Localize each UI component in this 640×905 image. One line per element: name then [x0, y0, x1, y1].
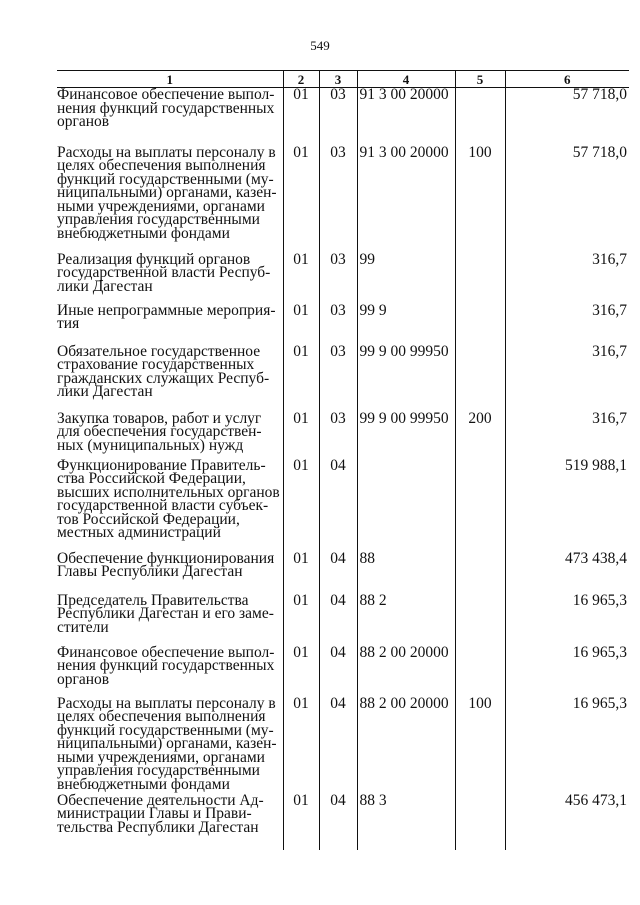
expense-type-code	[455, 646, 505, 697]
table-body	[57, 88, 629, 850]
item-name-line: Реализация функций органов	[57, 250, 251, 268]
section-code: 01	[283, 646, 319, 697]
subsection-code: 03	[319, 345, 357, 412]
amount: 16 965,3	[505, 646, 629, 697]
section-code: 01	[283, 253, 319, 304]
item-name-line: нения функций государственных	[57, 657, 275, 675]
amount: 57 718,0	[505, 146, 629, 253]
table-row	[57, 345, 629, 412]
item-name	[57, 143, 283, 253]
expense-type-code	[455, 253, 505, 304]
section-code: 01	[283, 304, 319, 345]
table-header	[57, 71, 629, 88]
section-code: 01	[283, 594, 319, 646]
amount: 16 965,3	[505, 594, 629, 646]
item-name	[57, 694, 283, 794]
item-name-line: Обязательное государственное	[57, 342, 261, 360]
subsection-code: 03	[319, 146, 357, 253]
subsection-code: 04	[319, 552, 357, 594]
section-code: 01	[283, 697, 319, 794]
target-article-code: 88 2 00 20000	[357, 646, 455, 697]
amount: 316,7	[505, 253, 629, 304]
item-name-line: Председатель Правительства	[57, 591, 249, 609]
item-name-line: целях обеспечения выполнения	[57, 708, 266, 726]
expense-type-code: 200	[455, 412, 505, 459]
target-article-code: 88 2 00 20000	[357, 697, 455, 794]
table-row	[57, 253, 629, 304]
item-name-line: внебюджетными фондами	[57, 776, 230, 794]
item-name-line: функций государственными (му-	[57, 170, 274, 188]
subsection-code: 04	[319, 459, 357, 552]
item-name-line: ниципальными) органами, казен-	[57, 184, 277, 202]
amount: 16 965,3	[505, 697, 629, 794]
item-name-line: лики Дагестан	[57, 277, 153, 295]
item-name-line: государственной власти субъек-	[57, 497, 269, 515]
section-code: 01	[283, 345, 319, 412]
header-col-5: 5	[455, 71, 505, 88]
item-name-line: тельства Республики Дагестан	[57, 818, 259, 836]
section-code: 01	[283, 459, 319, 552]
item-name-line: государственной власти Респуб-	[57, 264, 271, 282]
item-name-line: Республики Дагестан и его заме-	[57, 605, 274, 623]
item-name-line: целях обеспечения выполнения	[57, 157, 266, 175]
table-row	[57, 146, 629, 253]
item-name-line: высших исполнительных органов	[57, 483, 280, 501]
item-name-line: Финансовое обеспечение выпол-	[57, 643, 275, 661]
item-name-line: стители	[57, 618, 109, 636]
expense-type-code	[455, 794, 505, 850]
amount: 57 718,0	[505, 88, 629, 146]
target-article-code: 88 3	[357, 794, 455, 850]
subsection-code: 04	[319, 646, 357, 697]
item-name-line: управления государственными	[57, 762, 260, 780]
target-article-code: 88	[357, 552, 455, 594]
table-row	[57, 794, 629, 850]
item-name-line: для обеспечения государствен-	[57, 423, 262, 441]
item-name-line: Закупка товаров, работ и услуг	[57, 409, 262, 427]
item-name	[57, 250, 283, 304]
item-name-line: внебюджетными фондами	[57, 225, 230, 243]
table-row	[57, 552, 629, 594]
amount: 473 438,4	[505, 552, 629, 594]
target-article-code	[357, 459, 455, 552]
item-name-line: ства Российской Федерации,	[57, 470, 246, 488]
section-code: 01	[283, 412, 319, 459]
table-row	[57, 697, 629, 794]
item-name-line: Обеспечение функционирования	[57, 549, 275, 567]
subsection-code: 04	[319, 794, 357, 850]
item-name	[57, 456, 283, 552]
table-header-row	[57, 71, 629, 88]
table-row	[57, 412, 629, 459]
table-row	[57, 88, 629, 146]
subsection-code: 03	[319, 304, 357, 345]
header-col-4: 4	[357, 71, 455, 88]
header-col-6: 6	[505, 71, 629, 88]
page-number: 549	[310, 38, 330, 53]
item-name	[57, 791, 283, 850]
item-name-line: управления государственными	[57, 211, 260, 229]
table-row	[57, 594, 629, 646]
item-name	[57, 643, 283, 697]
amount: 316,7	[505, 304, 629, 345]
target-article-code: 99 9 00 99950	[357, 412, 455, 459]
amount: 316,7	[505, 412, 629, 459]
header-col-3: 3	[319, 71, 357, 88]
item-name-line: ных (муниципальных) нужд	[57, 436, 244, 454]
expense-type-code	[455, 459, 505, 552]
item-name-line: функций государственными (му-	[57, 721, 274, 739]
subsection-code: 03	[319, 412, 357, 459]
expense-type-code	[455, 552, 505, 594]
table-row	[57, 304, 629, 345]
item-name-line: органов	[57, 113, 110, 131]
item-name-line: местных администраций	[57, 524, 221, 542]
item-name-line: министрации Главы и Прави-	[57, 805, 252, 823]
item-name-line: Обеспечение деятельности Ад-	[57, 791, 264, 809]
item-name-line: Иные непрограммные мероприя-	[57, 301, 276, 319]
item-name-line: страхование государственных	[57, 356, 255, 374]
item-name	[57, 301, 283, 345]
item-name	[57, 409, 283, 459]
target-article-code: 91 3 00 20000	[357, 88, 455, 146]
item-name-line: Расходы на выплаты персоналу в	[57, 143, 276, 161]
amount: 519 988,1	[505, 459, 629, 552]
section-code: 01	[283, 552, 319, 594]
header-col-2: 2	[283, 71, 319, 88]
item-name-line: лики Дагестан	[57, 383, 153, 401]
item-name-line: ными учреждениями, органами	[57, 197, 265, 215]
section-code: 01	[283, 146, 319, 253]
section-code: 01	[283, 794, 319, 850]
expense-type-code: 100	[455, 146, 505, 253]
target-article-code: 99 9 00 99950	[357, 345, 455, 412]
target-article-code: 88 2	[357, 594, 455, 646]
budget-table	[57, 70, 629, 850]
item-name	[57, 591, 283, 646]
expense-type-code	[455, 594, 505, 646]
expense-type-code	[455, 88, 505, 146]
expense-type-code: 100	[455, 697, 505, 794]
target-article-code: 99	[357, 253, 455, 304]
item-name-line: Расходы на выплаты персоналу в	[57, 694, 276, 712]
section-code: 01	[283, 88, 319, 146]
table-row	[57, 646, 629, 697]
item-name	[57, 549, 283, 594]
header-col-1: 1	[57, 71, 283, 88]
item-name-line: Главы Республики Дагестан	[57, 563, 243, 581]
item-name-line: ными учреждениями, органами	[57, 748, 265, 766]
item-name	[57, 342, 283, 412]
table-row	[57, 459, 629, 552]
subsection-code: 04	[319, 697, 357, 794]
expense-type-code	[455, 304, 505, 345]
item-name-line: Функционирование Правитель-	[57, 456, 266, 474]
item-name-line: тов Российской Федерации,	[57, 510, 240, 528]
subsection-code: 04	[319, 594, 357, 646]
subsection-code: 03	[319, 253, 357, 304]
item-name-line: органов	[57, 670, 110, 688]
item-name-line: нения функций государственных	[57, 99, 275, 117]
item-name-line: ниципальными) органами, казен-	[57, 735, 277, 753]
item-name-line: тия	[57, 315, 80, 333]
target-article-code: 91 3 00 20000	[357, 146, 455, 253]
item-name-line: Финансовое обеспечение выпол-	[57, 86, 275, 103]
amount: 456 473,1	[505, 794, 629, 850]
item-name	[57, 88, 283, 146]
budget-table-container	[57, 70, 629, 850]
expense-type-code	[455, 345, 505, 412]
item-name-line: гражданских служащих Респуб-	[57, 369, 270, 387]
target-article-code: 99 9	[357, 304, 455, 345]
amount: 316,7	[505, 345, 629, 412]
subsection-code: 03	[319, 88, 357, 146]
